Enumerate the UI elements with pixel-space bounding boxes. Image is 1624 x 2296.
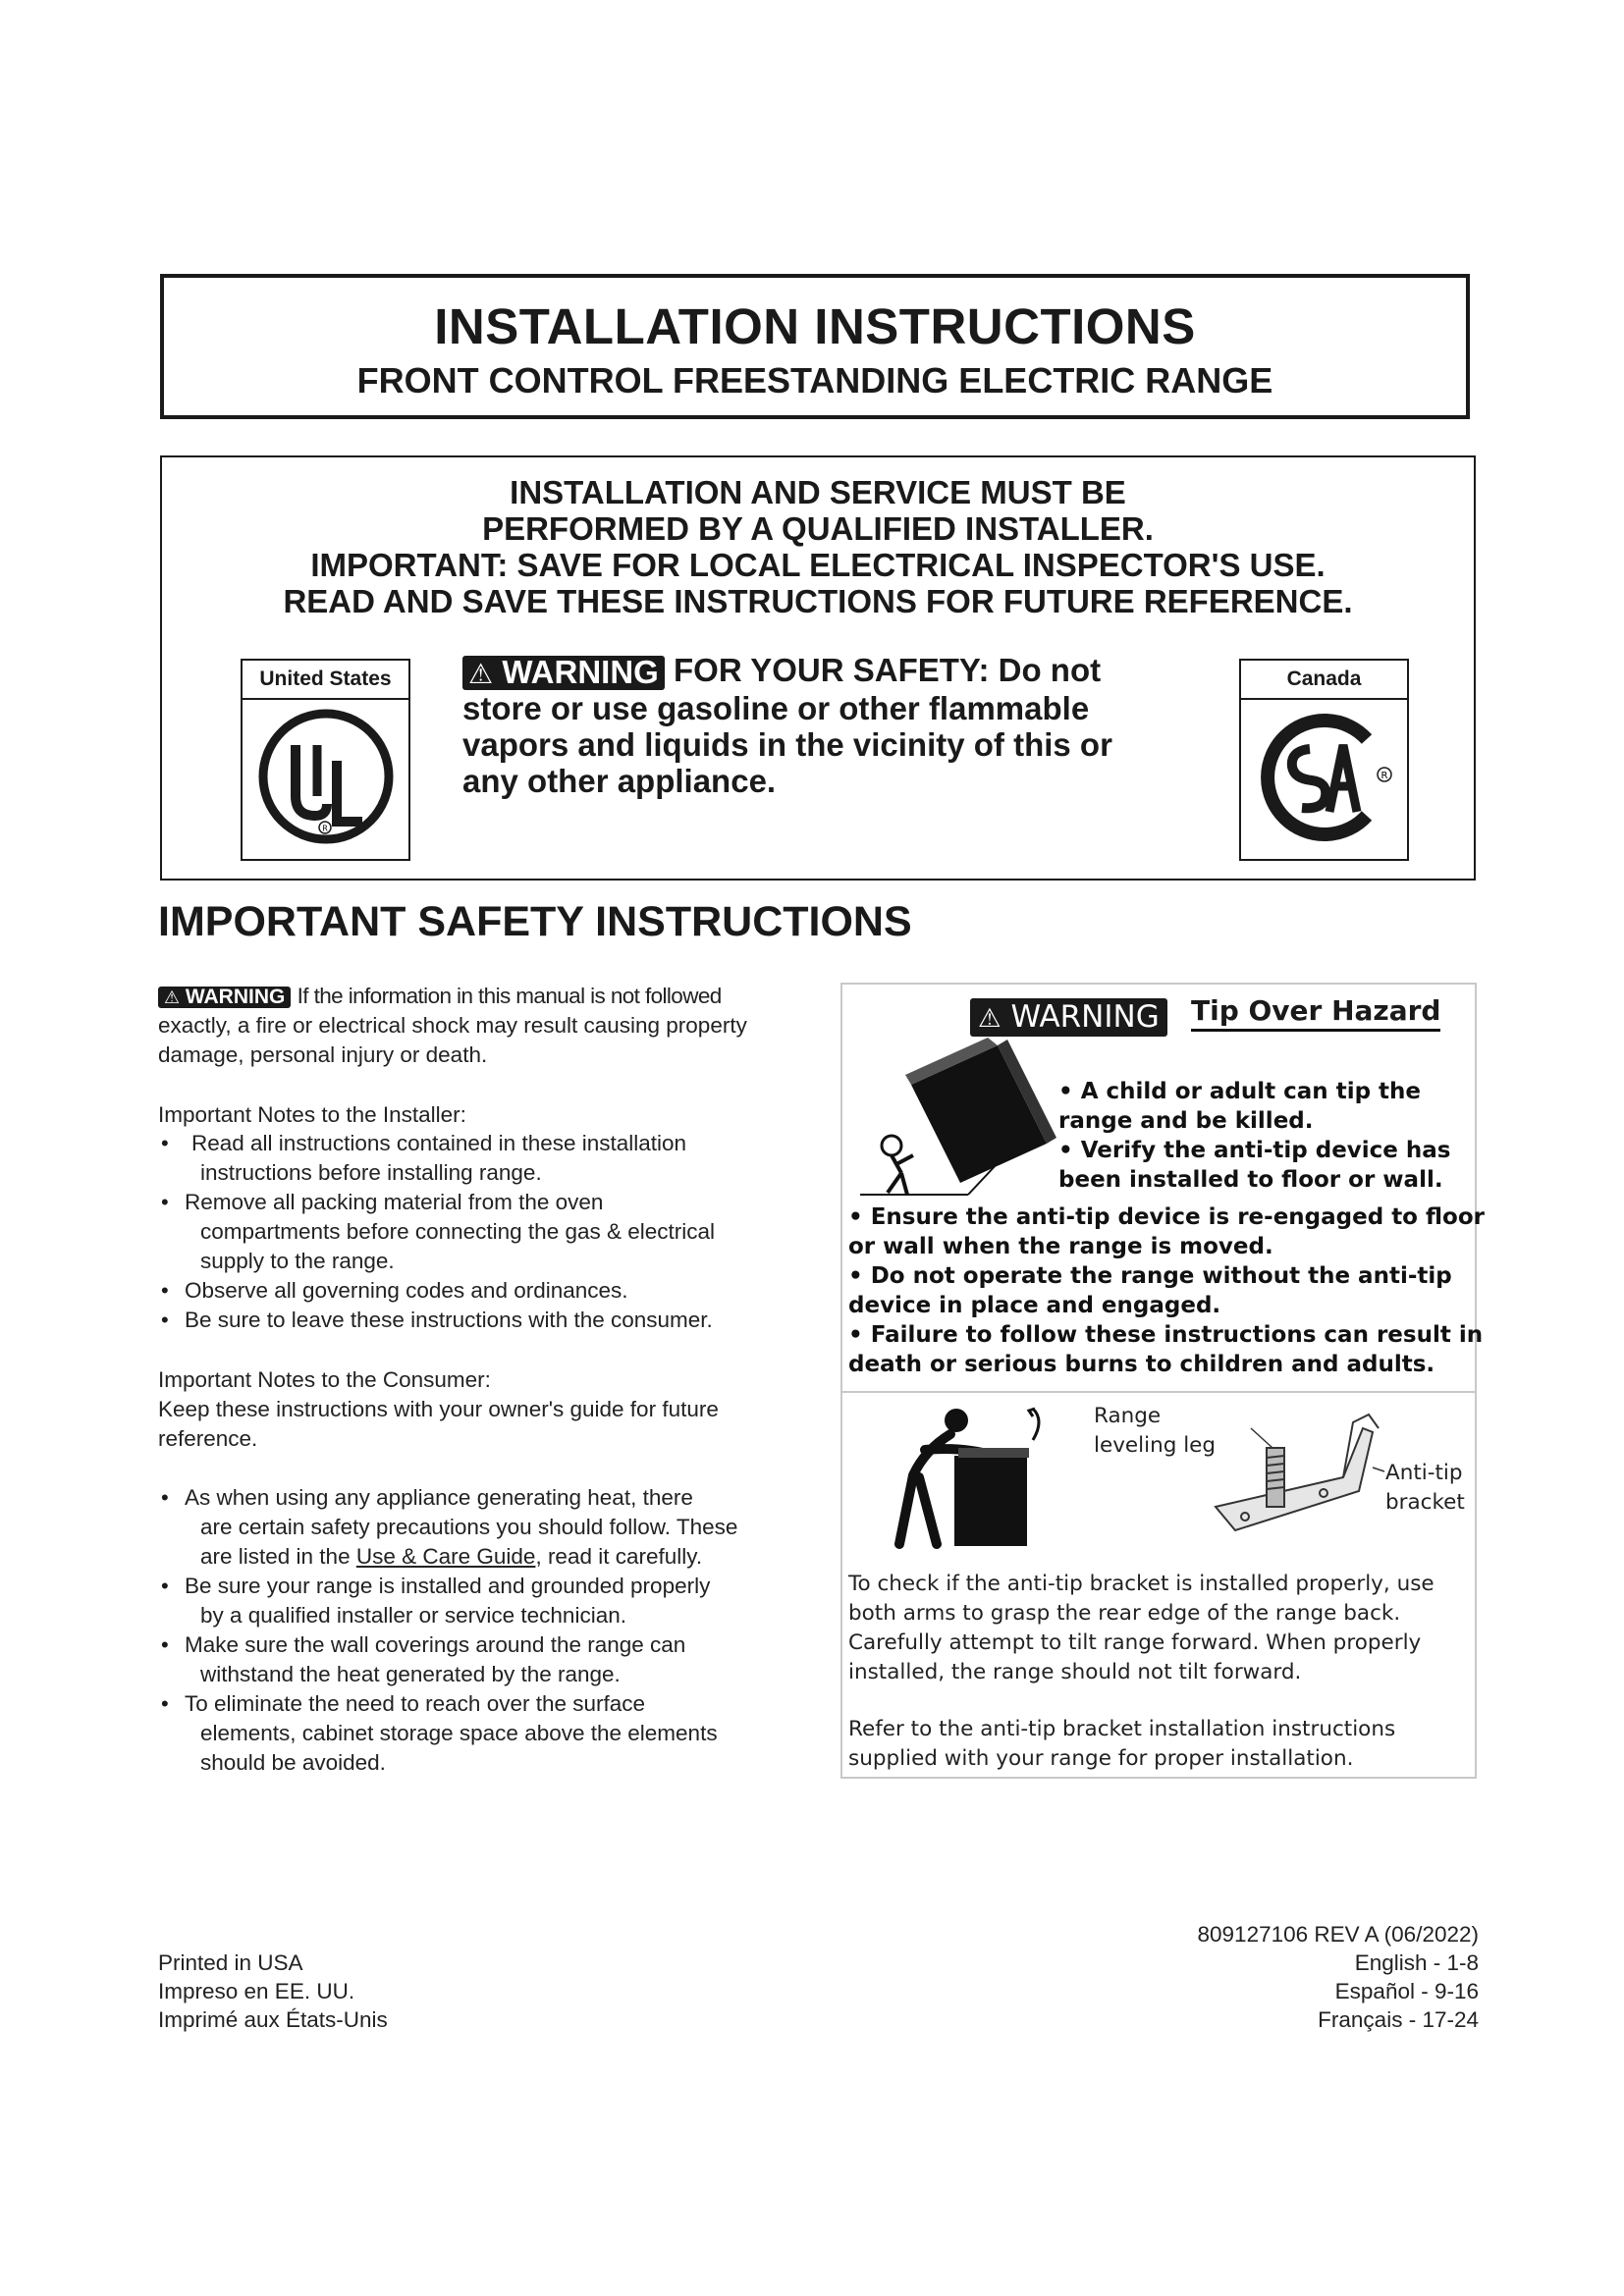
installer-bullet: Remove all packing material from the oven [185, 1190, 604, 1214]
document-title: INSTALLATION INSTRUCTIONS [434, 298, 1196, 354]
consumer-bullet-cont: by a qualified installer or service technician. [200, 1603, 626, 1628]
notice-line: IMPORTANT: SAVE FOR LOCAL ELECTRICAL INSPECTOR'S USE. [310, 547, 1326, 583]
tip-bullet: • Do not operate the range without the anti-tip [848, 1263, 1452, 1289]
consumer-bullet: To eliminate the need to reach over the surface [185, 1691, 646, 1716]
warning-badge: ⚠ WARNING [462, 656, 665, 690]
svg-text:R: R [1380, 771, 1387, 781]
tip-bullet: death or serious burns to children and adults. [848, 1352, 1435, 1377]
check-text: Carefully attempt to tilt range forward. When properly [848, 1630, 1422, 1655]
check-text: both arms to grasp the rear edge of the range back. [848, 1601, 1401, 1626]
footer-language: Español - 9-16 [1334, 1979, 1479, 2003]
csa-logo-icon [1251, 706, 1398, 853]
installer-bullet-cont: compartments before connecting the gas & electrical [200, 1219, 716, 1244]
check-text: To check if the anti-tip bracket is installed properly, use [848, 1572, 1435, 1596]
leveling-leg-label: leveling leg [1094, 1433, 1217, 1458]
notice-warning-text: ⚠ WARNING FOR YOUR SAFETY: Do not store or use gasoline or other flammable vapors and liquids in the vicinity of this or any other appliance. [462, 652, 1112, 799]
bracket-label: bracket [1385, 1490, 1465, 1515]
bullet-dot: • [161, 1691, 169, 1716]
tip-hazard-title: Tip Over Hazard [1191, 994, 1440, 1032]
ul-certification-box [241, 659, 410, 861]
installer-bullet-cont: instructions before installing range. [200, 1160, 542, 1185]
footer-language: English - 1-8 [1354, 1950, 1479, 1975]
notice-line: READ AND SAVE THESE INSTRUCTIONS FOR FUTURE REFERENCE. [283, 583, 1353, 619]
installer-heading: Important Notes to the Installer: [158, 1102, 466, 1127]
tipping-range-illustration [850, 1036, 1061, 1207]
consumer-bullet-cont: elements, cabinet storage space above the elements [200, 1721, 718, 1745]
footer-part-number: 809127106 REV A (06/2022) [1197, 1922, 1479, 1947]
notice-line: INSTALLATION AND SERVICE MUST BE [510, 474, 1126, 510]
anti-tip-label: Anti-tip [1385, 1461, 1463, 1485]
installer-bullet: Be sure to leave these instructions with the consumer. [185, 1308, 713, 1332]
tip-bullet: • A child or adult can tip the [1058, 1079, 1422, 1104]
bullet-dot: • [161, 1190, 169, 1214]
notice-box [160, 455, 1476, 881]
tip-bullet: range and be killed. [1058, 1108, 1314, 1134]
tip-bullet: been installed to floor or wall. [1058, 1167, 1443, 1193]
warning-badge: ⚠ WARNING [158, 987, 291, 1008]
consumer-bullet: Be sure your range is installed and grounded properly [185, 1574, 711, 1598]
person-checking-range-illustration [886, 1407, 1053, 1554]
bullet-dot: • [161, 1632, 169, 1657]
consumer-bullet-cont: should be avoided. [200, 1750, 386, 1775]
csa-certification-box [1239, 659, 1409, 861]
tip-bullet: device in place and engaged. [848, 1293, 1221, 1318]
svg-text:R: R [321, 824, 328, 833]
consumer-bullet: As when using any appliance generating heat, there [185, 1485, 693, 1510]
ul-logo-icon [252, 706, 400, 853]
range-label: Range [1094, 1404, 1162, 1428]
tip-bullet: • Verify the anti-tip device has [1058, 1138, 1451, 1163]
consumer-bullet-cont: withstand the heat generated by the range. [200, 1662, 621, 1686]
bullet-dot: • [161, 1485, 169, 1510]
tip-bullet: • Failure to follow these instructions can result in [848, 1322, 1484, 1348]
refer-text: Refer to the anti-tip bracket installation instructions [848, 1717, 1396, 1741]
cert-us-label: United States [243, 661, 408, 700]
footer-printed: Impreso en EE. UU. [158, 1979, 355, 2003]
cert-ca-label: Canada [1241, 661, 1407, 700]
bullet-dot: • [161, 1574, 169, 1598]
anti-tip-bracket-illustration [1176, 1409, 1392, 1556]
footer-printed: Printed in USA [158, 1950, 303, 1975]
tip-warning-badge: ⚠ WARNING [970, 998, 1167, 1037]
refer-text: supplied with your range for proper installation. [848, 1746, 1354, 1771]
consumer-bullet-cont: are listed in the Use & Care Guide, read it carefully. [200, 1544, 703, 1569]
notice-line: PERFORMED BY A QUALIFIED INSTALLER. [482, 510, 1154, 547]
title-box [160, 274, 1470, 419]
consumer-bullet: Make sure the wall coverings around the range can [185, 1632, 686, 1657]
panel-divider [842, 1391, 1475, 1393]
section-heading: IMPORTANT SAFETY INSTRUCTIONS [158, 898, 912, 945]
consumer-heading: Important Notes to the Consumer: [158, 1367, 491, 1392]
installer-bullet-cont: supply to the range. [200, 1249, 395, 1273]
installer-bullet: Read all instructions contained in these installation [191, 1131, 687, 1155]
tip-over-panel [840, 983, 1485, 1779]
footer-language: Français - 17-24 [1318, 2007, 1479, 2032]
tip-bullet: or wall when the range is moved. [848, 1234, 1273, 1259]
warning-triangle-icon: ⚠ [468, 658, 494, 689]
tip-bullet: • Ensure the anti-tip device is re-engaged to floor [848, 1204, 1485, 1230]
footer-printed: Imprimé aux États-Unis [158, 2007, 388, 2032]
use-care-guide-link[interactable]: Use & Care Guide [355, 1544, 536, 1569]
consumer-text: reference. [158, 1426, 258, 1451]
consumer-bullet-cont: are certain safety precautions you should follow. These [200, 1515, 738, 1539]
consumer-text: Keep these instructions with your owner's guide for future [158, 1397, 719, 1421]
warning-triangle-icon: ⚠ [978, 1004, 1001, 1034]
installer-bullet: Observe all governing codes and ordinances. [185, 1278, 628, 1303]
left-warning-line: ⚠ WARNING If the information in this manual is not followed [158, 982, 722, 1011]
bullet-dot: • [161, 1131, 169, 1155]
left-warning-line: damage, personal injury or death. [158, 1042, 488, 1067]
warning-triangle-icon: ⚠ [164, 988, 180, 1008]
bullet-dot: • [161, 1308, 169, 1332]
check-text: installed, the range should not tilt forward. [848, 1660, 1302, 1684]
document-subtitle: FRONT CONTROL FREESTANDING ELECTRIC RANGE [356, 360, 1273, 400]
left-warning-line: exactly, a fire or electrical shock may result causing property [158, 1013, 747, 1038]
bullet-dot: • [161, 1278, 169, 1303]
